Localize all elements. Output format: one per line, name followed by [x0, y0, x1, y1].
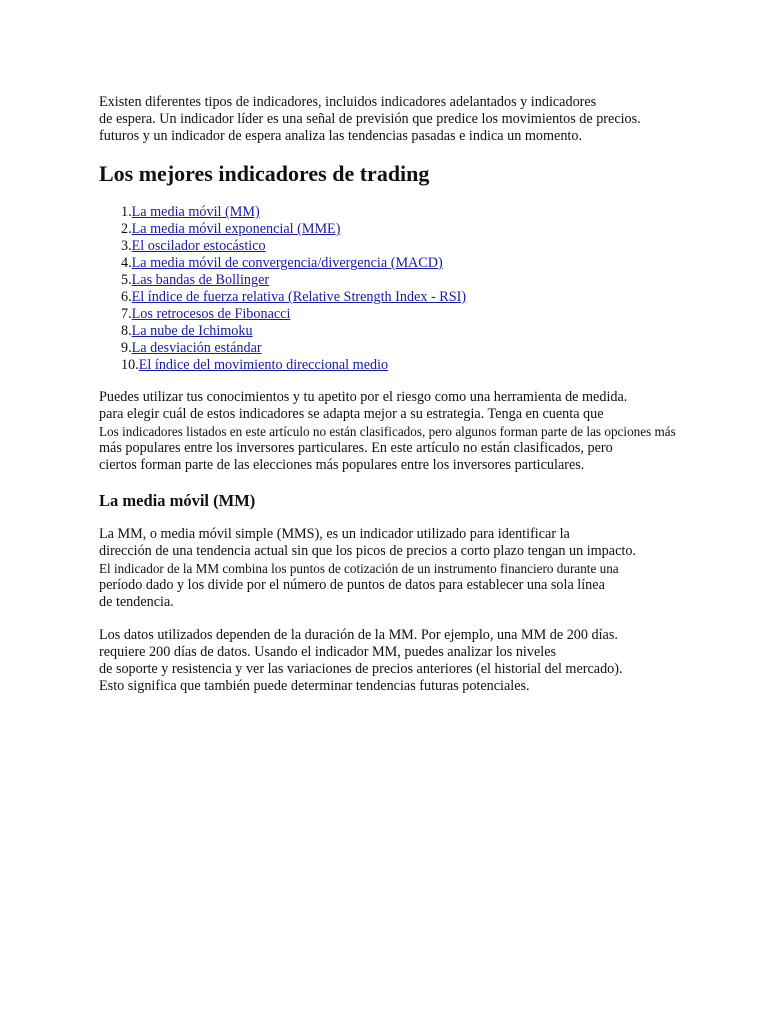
paragraph-line: Los datos utilizados dependen de la duración de la MM. Por ejemplo, una MM de 200 días. — [99, 627, 618, 643]
paragraph-line: Puedes utilizar tus conocimientos y tu apetito por el riesgo como una herramienta de medida. — [99, 389, 628, 405]
list-item — [121, 357, 492, 374]
list-item — [121, 306, 492, 323]
paragraph-line: de soporte y resistencia y ver las variaciones de precios anteriores (el historial del mercado). — [99, 661, 623, 677]
intro-line: futuros y un indicador de espera analiza las tendencias pasadas e indica un momento. — [99, 128, 582, 144]
indicator-link-stochastic[interactable]: El oscilador estocástico — [131, 238, 266, 254]
list-item — [121, 340, 492, 357]
indicator-link-rsi[interactable]: El índice de fuerza relativa (Relative Strength Index - RSI) — [131, 289, 467, 305]
indicator-link-mm[interactable]: La media móvil (MM) — [131, 204, 260, 220]
link-underline-pad[interactable] — [340, 232, 388, 233]
paragraph-line: El indicador de la MM combina los puntos de cotización de un instrumento financiero durante una — [99, 561, 619, 576]
intro-line: de espera. Un indicador líder es una señal de previsión que predice los movimientos de precios. — [99, 111, 641, 127]
paragraph-line: Los indicadores listados en este artículo no están clasificados, pero algunos forman parte de las opciones más — [99, 424, 676, 439]
link-underline-pad[interactable] — [466, 300, 492, 301]
list-item-number: 9. — [121, 340, 132, 356]
list-item — [121, 204, 492, 221]
paragraph-line: período dado y los divide por el número de puntos de datos para establecer una sola línea — [99, 577, 605, 593]
list-item-number: 1. — [121, 204, 132, 220]
list-item — [121, 255, 492, 272]
paragraph-line: Esto significa que también puede determinar tendencias futuras potenciales. — [99, 678, 530, 694]
link-underline-pad[interactable] — [388, 368, 396, 369]
list-item-number: 5. — [121, 272, 132, 288]
list-item-number: 6. — [121, 289, 132, 305]
link-underline-pad[interactable] — [290, 317, 318, 318]
link-underline-pad[interactable] — [266, 249, 292, 250]
list-item-number: 2. — [121, 221, 132, 237]
paragraph-line: ciertos forman parte de las elecciones más populares entre los inversores particulares. — [99, 457, 585, 473]
list-item-number: 3. — [121, 238, 132, 254]
selection-paragraph — [99, 389, 676, 474]
mm-definition-paragraph — [99, 526, 636, 611]
indicator-list — [121, 204, 492, 374]
link-underline-pad[interactable] — [260, 215, 298, 216]
intro-line: Existen diferentes tipos de indicadores, incluidos indicadores adelantados y indicadores — [99, 94, 597, 110]
paragraph-line: La MM, o media móvil simple (MMS), es un indicador utilizado para identificar la — [99, 526, 570, 542]
list-item-number: 8. — [121, 323, 132, 339]
list-item — [121, 238, 492, 255]
paragraph-line: dirección de una tendencia actual sin que los picos de precios a corto plazo tengan un impacto. — [99, 543, 636, 559]
indicator-link-fibonacci[interactable]: Los retrocesos de Fibonacci — [131, 306, 291, 322]
list-item — [121, 272, 492, 289]
link-underline-pad[interactable] — [443, 266, 457, 267]
paragraph-line: de tendencia. — [99, 594, 174, 610]
indicator-link-ichimoku[interactable]: La nube de Ichimoku — [131, 323, 253, 339]
list-item-number: 7. — [121, 306, 132, 322]
paragraph-line: más populares entre los inversores particulares. En este artículo no están clasificados, pero — [99, 440, 613, 456]
intro-paragraph — [99, 94, 641, 145]
paragraph-line: para elegir cuál de estos indicadores se adapta mejor a su estrategia. Tenga en cuenta que — [99, 406, 604, 422]
paragraph-line: requiere 200 días de datos. Usando el indicador MM, puedes analizar los niveles — [99, 644, 557, 660]
link-underline-pad[interactable] — [253, 334, 267, 335]
list-item — [121, 323, 492, 340]
section-heading: La media móvil (MM) — [99, 491, 256, 510]
indicator-link-mme[interactable]: La media móvil exponencial (MME) — [131, 221, 341, 237]
link-underline-pad[interactable] — [269, 283, 283, 284]
indicator-link-std-dev[interactable]: La desviación estándar — [131, 340, 262, 356]
indicator-link-adx[interactable]: El índice del movimiento direccional medio — [138, 357, 389, 373]
list-item-number: 4. — [121, 255, 132, 271]
page-title: Los mejores indicadores de trading — [99, 161, 430, 186]
indicator-link-macd[interactable]: La media móvil de convergencia/divergencia (MACD) — [131, 255, 443, 271]
list-item — [121, 289, 492, 306]
mm-data-paragraph — [99, 627, 623, 695]
list-item — [121, 221, 492, 238]
indicator-link-bollinger[interactable]: Las bandas de Bollinger — [131, 272, 270, 288]
list-item-number: 10. — [121, 357, 139, 373]
